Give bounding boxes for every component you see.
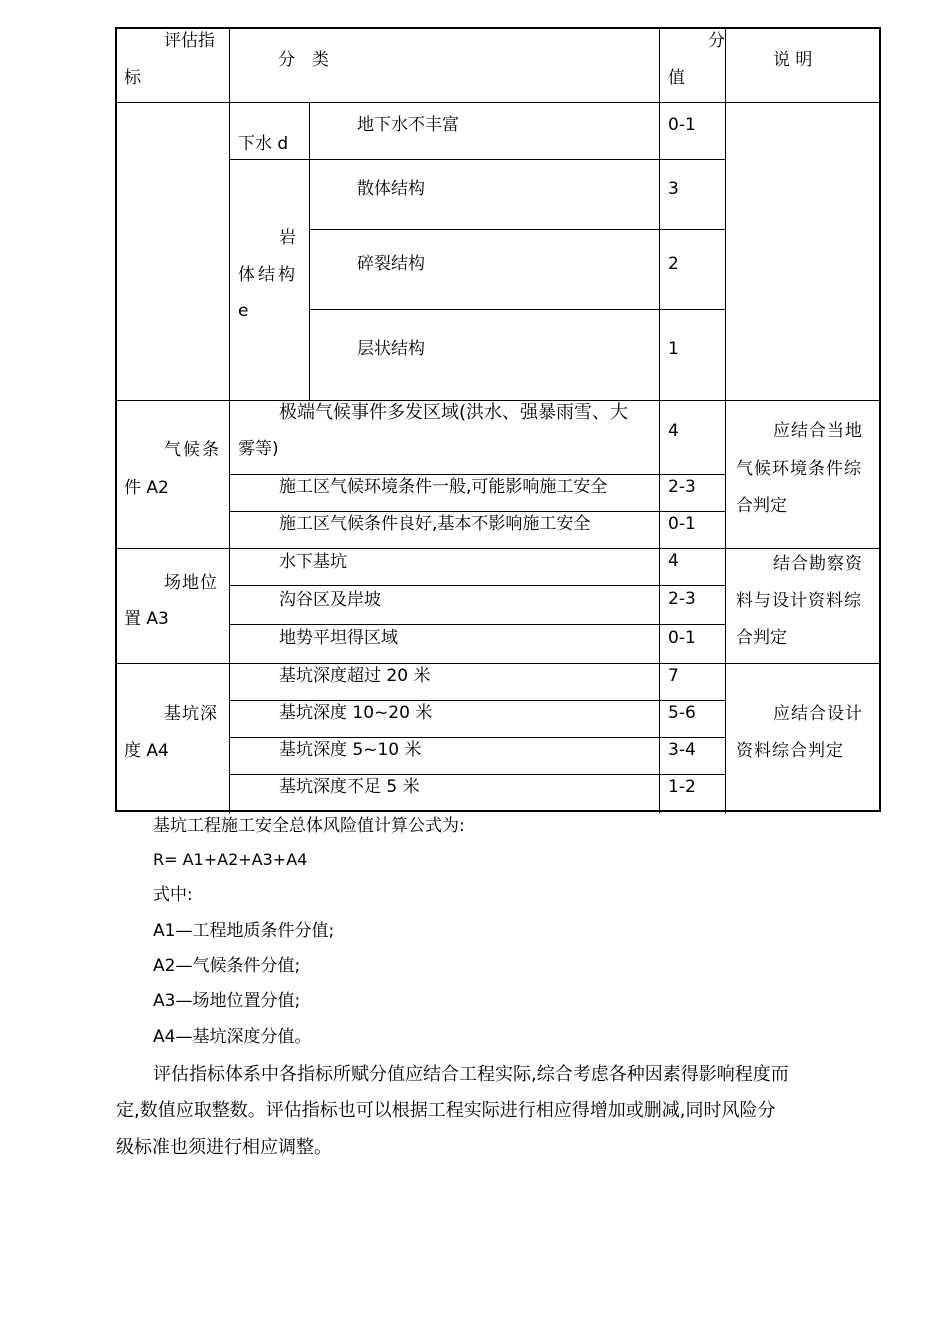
row-line: [229, 585, 726, 586]
formula: R= A1+A2+A3+A4: [153, 850, 308, 869]
formula-intro: 基坑工程施工安全总体风险值计算公式为:: [153, 816, 465, 836]
definition-a4: A4—基坑深度分值。: [153, 1027, 312, 1047]
site-score: 4: [668, 551, 679, 571]
rock-label-cont: e: [238, 301, 249, 321]
climate-label: 气候条: [164, 440, 221, 460]
definition-a1: A1—工程地质条件分值;: [153, 921, 335, 941]
depth-score: 5-6: [668, 703, 696, 723]
rock-item: 碎裂结构: [357, 254, 425, 274]
row-line: [115, 548, 881, 549]
depth-score: 7: [668, 666, 679, 686]
row-line: [229, 737, 726, 738]
depth-label-cont: 度 A4: [124, 741, 169, 761]
rock-score: 1: [668, 339, 679, 359]
site-item: 水下基坑: [279, 552, 347, 572]
depth-item: 基坑深度不足 5 米: [279, 777, 420, 797]
row-line: [115, 400, 881, 401]
depth-note: 应结合设计: [773, 704, 863, 724]
rock-label-cont: 体结构: [238, 265, 298, 285]
climate-note-cont: 合判定: [736, 496, 787, 516]
row-line: [229, 774, 726, 775]
rock-item: 散体结构: [357, 179, 425, 199]
depth-score: 3-4: [668, 740, 696, 760]
site-note: 结合勘察资: [773, 554, 863, 574]
groundwater-label: 下水 d: [238, 134, 289, 154]
row-line: [115, 102, 881, 103]
climate-score: 4: [668, 421, 679, 441]
paragraph-line: 评估指标体系中各指标所赋分值应结合工程实际,综合考虑各种因素得影响程度而: [153, 1064, 789, 1085]
climate-score: 0-1: [668, 514, 696, 534]
site-note-cont: 料与设计资料综: [736, 591, 862, 611]
row-line: [229, 159, 726, 160]
table-border-left: [115, 27, 117, 812]
site-item: 地势平坦得区域: [279, 628, 398, 648]
row-line: [115, 663, 881, 664]
rock-score: 2: [668, 254, 679, 274]
rock-score: 3: [668, 179, 679, 199]
rock-item: 层状结构: [357, 339, 425, 359]
depth-item: 基坑深度超过 20 米: [279, 666, 431, 686]
site-label-cont: 置 A3: [124, 609, 169, 629]
climate-note-cont: 气候环境条件综: [736, 459, 862, 479]
col-line: [229, 27, 230, 813]
depth-label: 基坑深: [164, 704, 218, 724]
site-item: 沟谷区及岸坡: [279, 590, 381, 610]
site-label: 场地位: [164, 573, 218, 593]
header-score: 分: [708, 31, 725, 51]
depth-item: 基坑深度 10~20 米: [279, 703, 433, 723]
row-line: [229, 700, 726, 701]
header-indicator: 评估指: [164, 31, 215, 51]
row-line: [229, 511, 726, 512]
row-line: [309, 309, 726, 310]
rock-label: 岩: [279, 228, 296, 248]
climate-item-cont: 雾等): [238, 439, 279, 459]
definition-a2: A2—气候条件分值;: [153, 956, 301, 976]
groundwater-item: 地下水不丰富: [357, 115, 459, 135]
site-note-cont: 合判定: [736, 628, 787, 648]
climate-item: 施工区气候条件良好,基本不影响施工安全: [279, 514, 591, 534]
header-category: 分 类: [278, 50, 329, 70]
row-line: [229, 624, 726, 625]
header-score-cont: 值: [668, 68, 685, 88]
climate-score: 2-3: [668, 477, 696, 497]
paragraph-line: 定,数值应取整数。评估指标也可以根据工程实际进行相应得增加或删减,同时风险分: [116, 1100, 776, 1121]
col-line: [309, 102, 310, 400]
site-score: 2-3: [668, 589, 696, 609]
col-line: [659, 27, 660, 813]
paragraph-line: 级标准也须进行相应调整。: [116, 1137, 332, 1158]
climate-item: 极端气候事件多发区域(洪水、强暴雨雪、大: [279, 402, 629, 423]
header-indicator-cont: 标: [124, 68, 141, 88]
climate-note: 应结合当地: [773, 421, 863, 441]
table-border-right: [879, 27, 881, 812]
col-line: [725, 27, 726, 813]
row-line: [229, 474, 726, 475]
depth-note-cont: 资料综合判定: [736, 741, 844, 761]
row-line: [309, 229, 726, 230]
definition-a3: A3—场地位置分值;: [153, 991, 301, 1011]
climate-label-cont: 件 A2: [124, 478, 169, 498]
depth-item: 基坑深度 5~10 米: [279, 740, 422, 760]
site-score: 0-1: [668, 628, 696, 648]
depth-score: 1-2: [668, 777, 696, 797]
groundwater-score: 0-1: [668, 115, 696, 135]
climate-item: 施工区气候环境条件一般,可能影响施工安全: [279, 477, 608, 497]
where-label: 式中:: [153, 885, 193, 905]
header-note: 说 明: [773, 50, 813, 70]
